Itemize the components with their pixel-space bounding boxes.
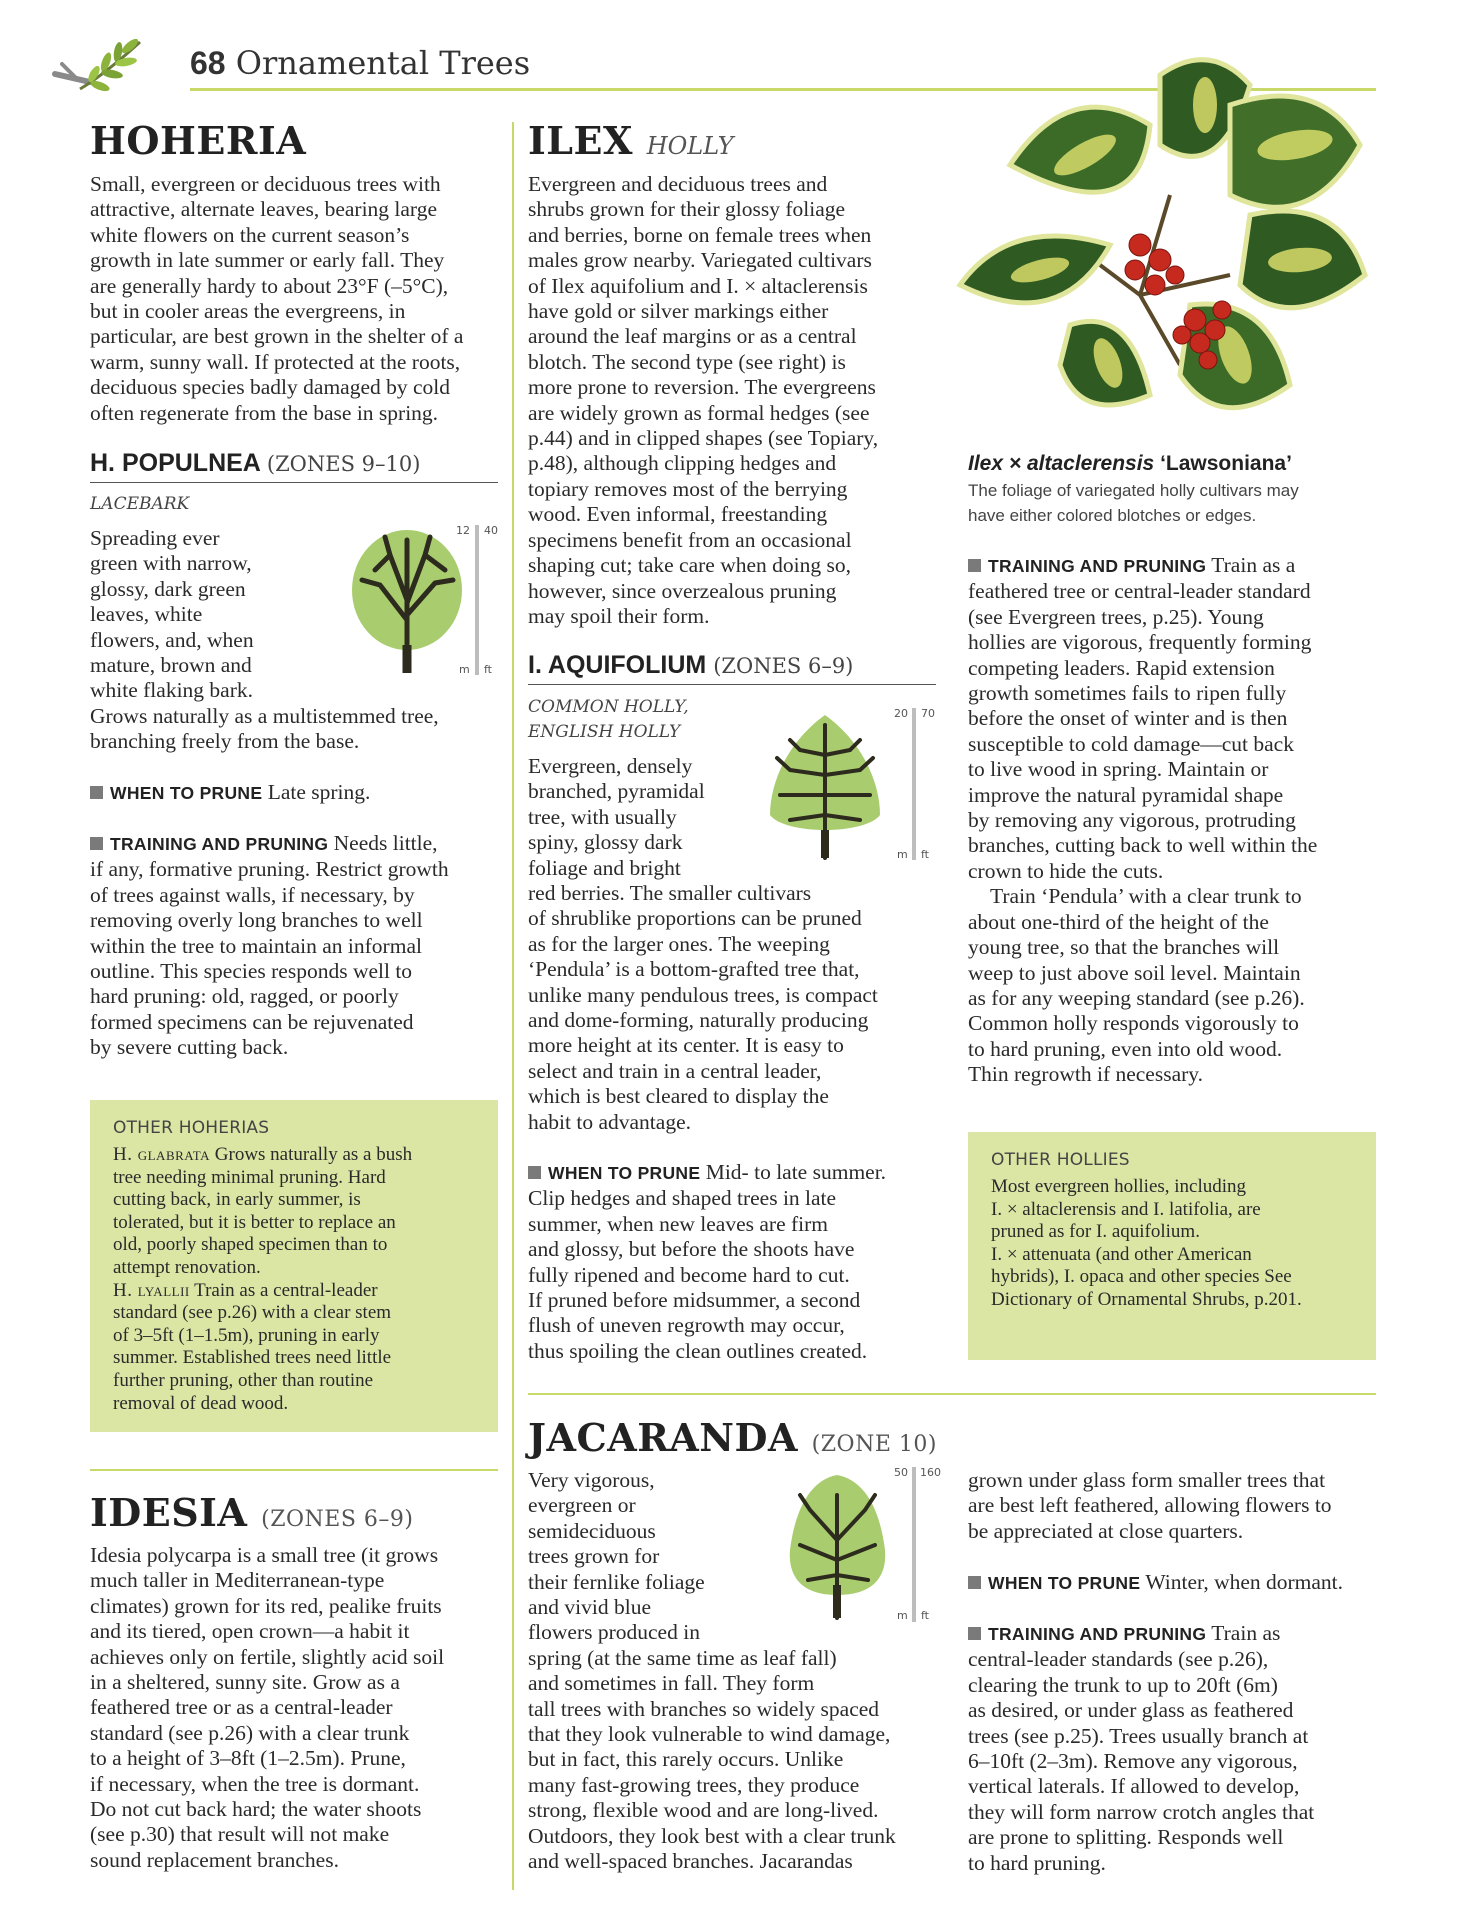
text-line: shrubs grown for their glossy foliage [528,197,846,222]
text-line: they will form narrow crotch angles that [968,1799,1315,1824]
text-line: Very vigorous, [528,1468,655,1492]
text-line: to live wood in spring. Maintain or [968,757,1269,782]
text-line: branched, pyramidal [528,779,705,804]
ilex-when-to-prune [528,1160,948,1364]
text-line: Most evergreen hollies, including [991,1176,1247,1197]
text-line: deciduous species badly damaged by cold [90,375,451,400]
scale-top-ft: 70 [921,707,935,720]
section-label: WHEN TO PRUNE [988,1573,1141,1593]
text-line: branches, cutting back to well within the [968,833,1318,858]
text-line: many fast-growing trees, they produce [528,1772,860,1797]
text-line: removal of dead wood. [113,1392,289,1414]
text-line: hard pruning: old, ragged, or poorly [90,984,399,1009]
ilex-title [528,118,733,163]
text-line: hybrids), I. opaca and other species See [991,1266,1292,1288]
text-line: semideciduous [528,1518,656,1543]
ilex-species-desc [528,754,948,1135]
hoheria-title: HOHERIA [90,118,307,163]
zone-text: (ZONES 6–9) [261,1507,414,1532]
text-line: as for the larger ones. The weeping [528,931,830,956]
text-line: vertical laterals. If allowed to develop, [968,1774,1300,1799]
section-label: WHEN TO PRUNE [110,783,263,803]
page-header [190,44,530,82]
text-inline: Train as a central-leader [194,1279,378,1301]
text-line: sound replacement branches. [90,1847,339,1872]
species-name: I. AQUIFOLIUM [528,651,707,679]
text-line: much taller in Mediterranean-type [90,1568,385,1593]
text-line: in a sheltered, sunny site. Grow as a [90,1670,400,1695]
text-line: tree needing minimal pruning. Hard [113,1166,386,1188]
text-line: and sometimes in fall. They form [528,1671,815,1696]
scale-top-m: 50 [894,1466,908,1479]
photo-caption [968,478,1368,528]
box-text [991,1176,1366,1312]
text-line: males grow nearby. Variegated cultivars [528,248,872,273]
ilex-species-heading [528,651,853,680]
text-line: mature, brown and [90,653,252,678]
text-line: are widely grown as formal hedges (see [528,400,870,425]
scale-top-ft: 40 [484,524,498,537]
text-line: Grows naturally as a multistemmed tree, [90,703,439,728]
jacaranda-text [528,1468,958,1875]
text-line: are prone to splitting. Responds well [968,1825,1284,1850]
text-line: red berries. The smaller cultivars [528,881,812,906]
text-line: which is best cleared to display the [528,1084,829,1109]
hoheria-species-rule [90,482,498,483]
text-line: Small, evergreen or deciduous trees with [90,172,441,196]
text-line: crown to hide the cuts. [968,858,1164,883]
hoheria-training [90,831,510,1061]
text-line: by severe cutting back. [90,1035,289,1060]
text-line: (see Evergreen trees, p.25). Young [968,604,1264,629]
scale-top-m: 20 [894,707,908,720]
scale-unit-ft: ft [921,848,929,861]
caption-species: Ilex × altaclerensis [968,452,1155,475]
section-label: TRAINING AND PRUNING [988,1624,1207,1644]
text-line: competing leaders. Rapid extension [968,655,1275,680]
text-line: pruned as for I. aquifolium. [991,1221,1200,1243]
text-line: weep to just above soil level. Maintain [968,960,1301,985]
text-line: tolerated, but it is better to replace an [113,1211,396,1233]
title-text: JACARANDA [528,1415,798,1460]
text-line: more prone to reversion. The evergreens [528,375,876,400]
caption-cultivar: ‘Lawsoniana’ [1160,452,1292,475]
scale-unit-m: m [897,848,908,861]
text-line: however, since overzealous pruning [528,578,837,603]
jacaranda-rule [528,1393,1376,1395]
box-title: OTHER HOHERIAS [113,1118,270,1138]
text-line: summer, when new leaves are firm [528,1211,829,1236]
text-line: improve the natural pyramidal shape [968,782,1284,807]
ilex-training [968,553,1368,1088]
species-zone: (ZONES 9–10) [266,452,421,476]
text-line: thus spoiling the clean outlines created. [528,1338,868,1363]
text-line: Dictionary of Ornamental Shrubs, p.201. [991,1288,1302,1310]
text-line: tree, with usually [528,804,677,829]
text-line: within the tree to maintain an informal [90,933,422,958]
jacaranda-text-cont [968,1468,1376,1544]
text-line: growth sometimes fails to ripen fully [968,681,1287,706]
text-line: further pruning, other than routine [113,1369,374,1391]
text-line: ENGLISH HOLLY [528,722,681,742]
text-line: attractive, alternate leaves, bearing large [90,197,437,222]
text-line: specimens benefit from an occasional [528,527,852,552]
text-line: and glossy, but before the shoots have [528,1237,855,1262]
text-line: and its tiered, open crown—a habit it [90,1619,410,1644]
text-line: grown under glass form smaller trees that [968,1468,1326,1492]
text-line: evergreen or [528,1493,636,1518]
text-line: Evergreen and deciduous trees and [528,172,828,196]
text-line: trees grown for [528,1544,660,1569]
scale-unit-ft: ft [921,1609,929,1622]
holly-photo [950,45,1370,445]
scale-unit-ft: ft [484,663,492,676]
text-line: foliage and bright [528,855,681,880]
text-line: formed specimens can be rejuvenated [90,1009,414,1034]
other-hollies-box [968,1132,1376,1360]
text-line: tall trees with branches so widely spaced [528,1696,880,1721]
text-line: if necessary, when the tree is dormant. [90,1771,420,1796]
text-line: before the onset of winter and is then [968,706,1288,731]
scale-top-m: 12 [456,524,470,537]
text-line: I. × altaclerensis and I. latifolia, are [991,1198,1261,1220]
text-line: standard (see p.26) with a clear stem [113,1302,392,1324]
hoheria-intro [90,172,510,426]
text-inline: Grows naturally as a bush [214,1144,413,1165]
text-inline: Train as a [1211,553,1296,577]
text-line: green with narrow, [90,551,252,576]
text-line: that they look vulnerable to wind damage, [528,1722,891,1747]
text-line: more height at its center. It is easy to [528,1033,844,1058]
text-line: Evergreen, densely [528,754,693,778]
text-line: to hard pruning, even into old wood. [968,1036,1283,1061]
text-line: leaves, white [90,602,203,627]
jacaranda-training [968,1621,1376,1876]
text-line: Train ‘Pendula’ with a clear trunk to [990,884,1302,909]
photo-caption-title [968,452,1292,476]
other-hoherias-box [90,1100,498,1432]
scale-unit-m: m [459,663,470,676]
species-zone: (ZONES 6–9) [713,654,854,678]
text-line: are best left feathered, allowing flowers to [968,1493,1332,1518]
text-line: topiary removes most of the berrying [528,476,848,501]
text-line: feathered tree or as a central-leader [90,1695,393,1720]
text-line: (see p.30) that result will not make [90,1822,390,1847]
jacaranda-when-to-prune [968,1570,1376,1596]
bullet-square-icon [90,837,103,850]
text-line: If pruned before midsummer, a second [528,1288,861,1313]
ilex-intro [528,172,948,629]
text-line: habit to advantage. [528,1109,691,1134]
text-line: Clip hedges and shaped trees in late [528,1186,837,1211]
text-line: have gold or silver markings either [528,299,829,324]
idesia-rule [90,1469,498,1471]
text-line: as desired, or under glass as feathered [968,1698,1294,1723]
text-line: select and train in a central leader, [528,1058,822,1083]
text-line: feathered tree or central-leader standard [968,579,1311,604]
text-line: and well-spaced branches. Jacarandas [528,1849,853,1874]
text-line: fully ripened and become hard to cut. [528,1262,850,1287]
text-line: growth in late summer or early fall. They [90,248,445,273]
idesia-text [90,1543,510,1873]
text-line: of shrublike proportions can be pruned [528,906,862,931]
text-inline: Train as [1211,1621,1281,1645]
text-line: flowers produced in [528,1620,700,1645]
text-line: wood. Even informal, freestanding [528,502,828,527]
text-line: about one-third of the height of the [968,909,1269,934]
text-line: be appreciated at close quarters. [968,1518,1244,1543]
text-line: and berries, borne on female trees when [528,222,872,247]
page-number: 68 [190,45,226,81]
section-title: Ornamental Trees [235,44,531,82]
text-line: standard (see p.26) with a clear trunk [90,1720,410,1745]
text-line: The foliage of variegated holly cultivars may [968,481,1299,500]
text-inline: Winter, when dormant. [1145,1570,1344,1594]
header-sprig-icon [50,34,145,104]
text-line: branching freely from the base. [90,729,360,754]
text-line: by removing any vigorous, protruding [968,808,1296,833]
text-line: central-leader standards (see p.26), [968,1647,1269,1672]
text-line: p.48), although clipping hedges and [528,451,837,476]
species-name: H. glabrata [113,1144,211,1165]
text-inline: Needs little, [333,831,438,855]
bullet-square-icon [968,1576,981,1589]
text-line: may spoil their form. [528,603,710,628]
text-line: Common holly responds vigorously to [968,1011,1299,1036]
text-line: but in fact, this rarely occurs. Unlike [528,1747,844,1772]
box-text [113,1144,483,1415]
text-line: ‘Pendula’ is a bottom-grafted tree that, [528,957,860,982]
text-inline: Mid- to late summer. [705,1160,887,1184]
text-line: p.44) and in clipped shapes (see Topiary, [528,426,879,451]
text-line: Outdoors, they look best with a clear trunk [528,1823,896,1848]
text-line: Idesia polycarpa is a small tree (it grows [90,1543,439,1567]
text-line: around the leaf margins or as a central [528,324,857,349]
text-line: have either colored blotches or edges. [968,506,1257,525]
hoheria-when-to-prune [90,780,510,806]
text-line: particular, are best grown in the shelter of a [90,324,464,349]
scale-unit-m: m [897,1609,908,1622]
hoheria-common-name: LACEBARK [90,494,190,514]
ilex-common-names [528,695,689,745]
text-line: Spreading ever [90,526,220,550]
text-line: clearing the trunk to up to 20ft (6m) [968,1672,1278,1697]
text-line: Thin regrowth if necessary. [968,1062,1204,1087]
section-label: TRAINING AND PRUNING [988,556,1207,576]
text-line: COMMON HOLLY, [528,697,689,717]
text-line: flush of uneven regrowth may occur, [528,1313,845,1338]
text-line: as for any weeping standard (see p.26). [968,985,1305,1010]
text-line: spring (at the same time as leaf fall) [528,1645,837,1670]
text-line: white flaking bark. [90,678,253,703]
jacaranda-title [528,1415,937,1460]
text-line: and dome-forming, naturally producing [528,1008,869,1033]
species-name: H. POPULNEA [90,449,260,477]
common-name: HOLLY [646,132,734,160]
bullet-square-icon [968,1627,981,1640]
text-line: unlike many pendulous trees, is compact [528,982,878,1007]
text-line: climates) grown for its red, pealike fruits [90,1593,442,1618]
text-line: of trees against walls, if necessary, by [90,882,415,907]
text-line: outline. This species responds well to [90,959,413,984]
text-line: old, poorly shaped specimen than to [113,1234,388,1256]
text-line: cutting back, in early summer, is [113,1189,361,1211]
text-inline: Late spring. [267,780,371,804]
box-title: OTHER HOLLIES [991,1150,1130,1170]
text-line: their fernlike foliage [528,1569,705,1594]
text-line: if any, formative pruning. Restrict growth [90,857,449,882]
idesia-title [90,1490,414,1535]
text-line: warm, sunny wall. If protected at the roots, [90,349,461,374]
text-line: spiny, glossy dark [528,830,683,855]
bullet-square-icon [90,786,103,799]
text-line: removing overly long branches to well [90,908,423,933]
section-label: WHEN TO PRUNE [548,1163,701,1183]
text-line: 6–10ft (2–3m). Remove any vigorous, [968,1749,1298,1774]
text-line: of 3–5ft (1–1.5m), pruning in early [113,1324,380,1346]
text-line: and vivid blue [528,1595,652,1620]
text-line: hollies are vigorous, frequently forming [968,630,1312,655]
text-line: blotch. The second type (see right) is [528,349,846,374]
text-line: of Ilex aquifolium and I. × altaclerensis [528,273,868,298]
hoheria-species-heading [90,449,420,478]
text-line: are generally hardy to about 23°F (–5°C), [90,273,449,298]
text-line: flowers, and, when [90,627,254,652]
text-line: white flowers on the current season’s [90,222,410,247]
text-line: to hard pruning. [968,1850,1106,1875]
species-name: H. lyallii [113,1279,190,1301]
text-line: but in cooler areas the evergreens, in [90,299,406,324]
text-line: Do not cut back hard; the water shoots [90,1797,422,1822]
hoheria-species-desc [90,526,510,755]
text-line: strong, flexible wood and are long-lived. [528,1798,879,1823]
title-text: ILEX [528,118,633,163]
text-line: susceptible to cold damage—cut back [968,731,1294,756]
bullet-square-icon [968,559,981,572]
text-line: achieves only on fertile, slightly acid soil [90,1644,445,1669]
section-label: TRAINING AND PRUNING [110,834,329,854]
scale-top-ft: 160 [920,1466,941,1479]
text-line: often regenerate from the base in spring. [90,400,439,425]
text-line: I. × attenuata (and other American [991,1243,1252,1265]
text-line: to a height of 3–8ft (1–2.5m). Prune, [90,1746,406,1771]
text-line: young tree, so that the branches will [968,935,1280,960]
title-text: IDESIA [90,1490,248,1535]
bullet-square-icon [528,1166,541,1179]
column-divider-left [512,122,514,1890]
ilex-species-rule [528,684,936,685]
text-line: shaping cut; take care when doing so, [528,553,852,578]
text-line: attempt renovation. [113,1256,261,1278]
text-line: glossy, dark green [90,576,246,601]
zone-text: (ZONE 10) [811,1432,937,1457]
text-line: summer. Established trees need little [113,1347,392,1369]
text-line: trees (see p.25). Trees usually branch at [968,1723,1309,1748]
